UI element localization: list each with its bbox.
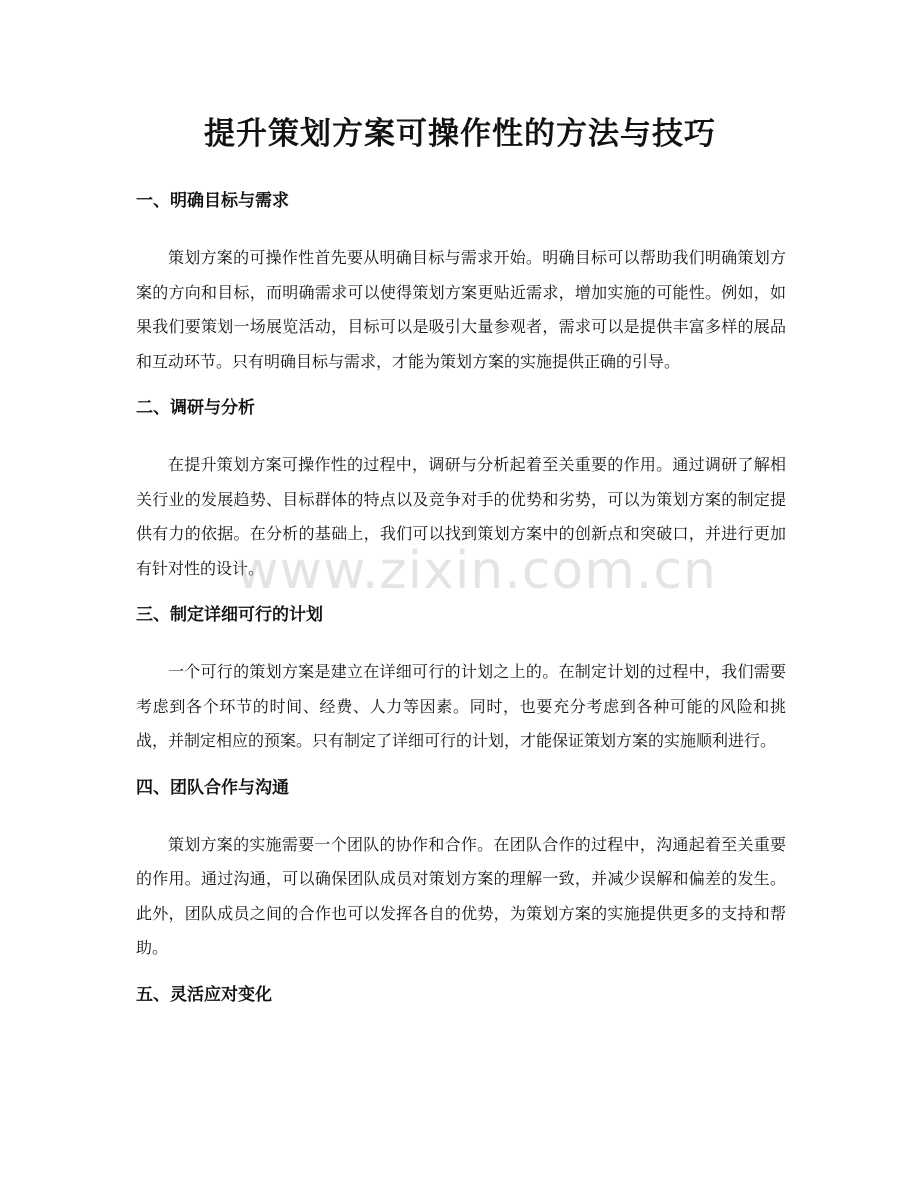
section-heading: 三、制定详细可行的计划	[136, 605, 323, 625]
section-heading: 二、调研与分析	[136, 398, 255, 418]
section-paragraph: 在提升策划方案可操作性的过程中，调研与分析起着至关重要的作用。通过调研了解相关行业的发展趋势、目标群体的特点以及竞争对手的优势和劣势，可以为策划方案的制定提供有力的依据。在分析的基础上，我们可以找到策划方案中的创新点和突破口，并进行更加有针对性的设计。	[136, 455, 786, 578]
section-3	[136, 602, 786, 759]
section-2	[136, 395, 786, 586]
section-5	[136, 982, 786, 1008]
section-heading: 五、灵活应对变化	[136, 984, 272, 1005]
section-paragraph: 策划方案的可操作性首先要从明确目标与需求开始。明确目标可以帮助我们明确策划方案的方向和目标，而明确需求可以使得策划方案更贴近需求，增加实施的可能性。例如，如果我们要策划一场展览活动，目标可以是吸引大量参观者，需求可以是提供丰富多样的展品和互动环节。只有明确目标与需求，才能为策划方案的实施提供正确的引导。	[136, 248, 786, 371]
section-heading: 一、明确目标与需求	[136, 191, 289, 211]
document-title: 提升策划方案可操作性的方法与技巧	[204, 116, 716, 152]
watermark: www.zixin.com.cn	[236, 541, 717, 601]
section-paragraph: 策划方案的实施需要一个团队的协作和合作。在团队合作的过程中，沟通起着至关重要的作用。通过沟通，可以确保团队成员对策划方案的理解一致，并减少误解和偏差的发生。此外，团队成员之间的合作也可以发挥各自的优势，为策划方案的实施提供更多的支持和帮助。	[136, 834, 786, 957]
document-body	[136, 188, 786, 1035]
section-4	[136, 775, 786, 966]
section-heading: 四、团队合作与沟通	[136, 777, 289, 798]
section-1	[136, 188, 786, 379]
section-paragraph: 一个可行的策划方案是建立在详细可行的计划之上的。在制定计划的过程中，我们需要考虑到各个环节的时间、经费、人力等因素。同时，也要充分考虑到各种可能的风险和挑战，并制定相应的预案。只有制定了详细可行的计划，才能保证策划方案的实施顺利进行。	[136, 662, 786, 750]
